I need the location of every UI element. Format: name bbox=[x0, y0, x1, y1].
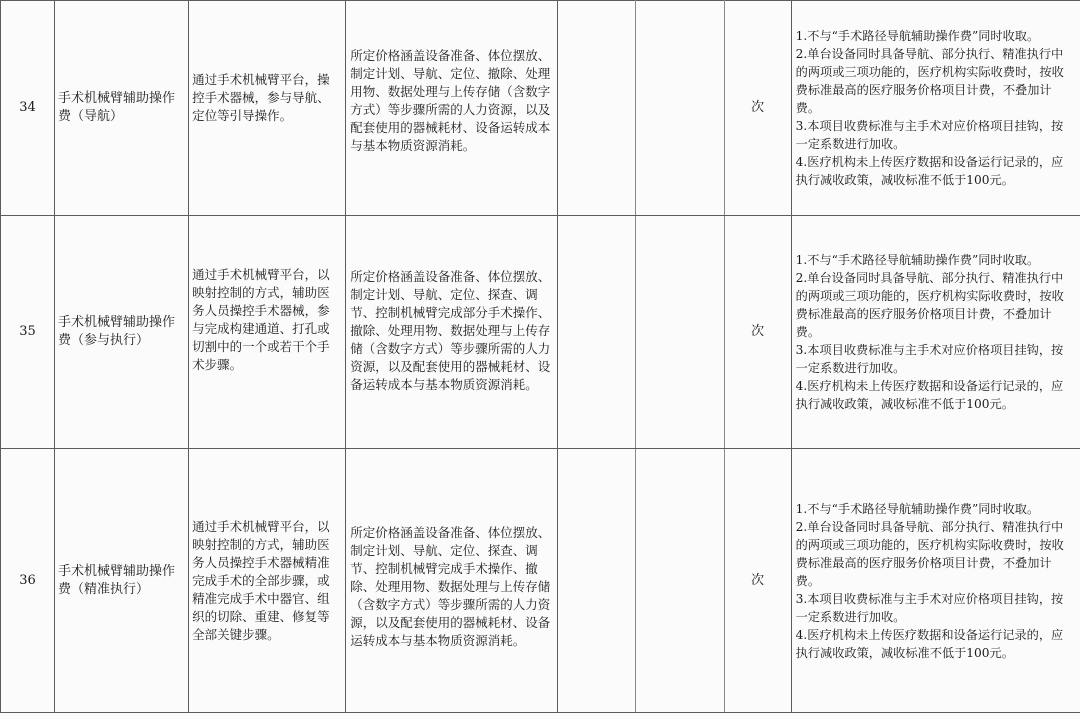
note-line: 2.单台设备同时具备导航、部分执行、精准执行中的两项或三项功能的，医疗机构实际收费时，按收费标准最高的医疗服务价格项目计费，不叠加计费。 bbox=[795, 271, 1064, 339]
note-line: 1.不与“手术路径导航辅助操作费”同时收取。 bbox=[795, 253, 1040, 267]
item-name: 手术机械臂辅助操作费（参与执行） bbox=[55, 216, 189, 449]
table-row bbox=[1, 1, 1080, 216]
item-notes bbox=[791, 216, 1080, 449]
item-name: 手术机械臂辅助操作费（精准执行） bbox=[55, 449, 189, 713]
note-line: 1.不与“手术路径导航辅助操作费”同时收取。 bbox=[795, 29, 1040, 43]
item-number: 34 bbox=[1, 1, 55, 216]
item-content: 通过手术机械臂平台，以映射控制的方式，辅助医务人员操控手术器械精准完成手术的全部步骤，或精准完成手术中器官、组织的切除、重建、修复等全部关键步骤。 bbox=[189, 449, 346, 713]
empty-cell bbox=[635, 216, 724, 449]
empty-cell bbox=[558, 449, 635, 713]
item-scope: 所定价格涵盖设备准备、体位摆放、制定计划、导航、定位、探查、调节、控制机械臂完成部分手术操作、撤除、处理用物、数据处理与上传存储（含数字方式）等步骤所需的人力资源，以及配套使用的器械耗材、设备运转成本与基本物质资源消耗。 bbox=[346, 216, 558, 449]
note-line: 3.本项目收费标准与主手术对应价格项目挂钩，按一定系数进行加收。 bbox=[795, 119, 1064, 151]
empty-cell bbox=[558, 216, 635, 449]
item-name: 手术机械臂辅助操作费（导航） bbox=[55, 1, 189, 216]
note-line: 2.单台设备同时具备导航、部分执行、精准执行中的两项或三项功能的，医疗机构实际收费时，按收费标准最高的医疗服务价格项目计费，不叠加计费。 bbox=[795, 519, 1064, 588]
note-line: 4.医疗机构未上传医疗数据和设备运行记录的，应执行减收政策，减收标准不低于100元。 bbox=[795, 379, 1064, 411]
item-content: 通过手术机械臂平台，以映射控制的方式，辅助医务人员操控手术器械，参与完成构建通道、打孔或切割中的一个或若干个手术步骤。 bbox=[189, 216, 346, 449]
note-line: 3.本项目收费标准与主手术对应价格项目挂钩，按一定系数进行加收。 bbox=[795, 591, 1064, 624]
table-row bbox=[1, 449, 1080, 713]
item-scope: 所定价格涵盖设备准备、体位摆放、制定计划、导航、定位、探查、调节、控制机械臂完成手术操作、撤除、处理用物、数据处理与上传存储（含数字方式）等步骤所需的人力资源，以及配套使用的器械耗材、设备运转成本与基本物质资源消耗。 bbox=[346, 449, 558, 713]
item-unit: 次 bbox=[724, 216, 791, 449]
note-line: 2.单台设备同时具备导航、部分执行、精准执行中的两项或三项功能的，医疗机构实际收费时，按收费标准最高的医疗服务价格项目计费，不叠加计费。 bbox=[795, 47, 1064, 115]
item-unit: 次 bbox=[724, 1, 791, 216]
empty-cell bbox=[635, 449, 724, 713]
empty-cell bbox=[635, 1, 724, 216]
item-number: 35 bbox=[1, 216, 55, 449]
note-line: 3.本项目收费标准与主手术对应价格项目挂钩，按一定系数进行加收。 bbox=[795, 343, 1064, 375]
item-content: 通过手术机械臂平台，操控手术器械，参与导航、定位等引导操作。 bbox=[189, 1, 346, 216]
note-line: 1.不与“手术路径导航辅助操作费”同时收取。 bbox=[795, 501, 1040, 516]
note-line: 4.医疗机构未上传医疗数据和设备运行记录的，应执行减收政策，减收标准不低于100元。 bbox=[795, 155, 1064, 187]
item-scope: 所定价格涵盖设备准备、体位摆放、制定计划、导航、定位、撤除、处理用物、数据处理与上传存储（含数字方式）等步骤所需的人力资源，以及配套使用的器械耗材、设备运转成本与基本物质资源消耗。 bbox=[346, 1, 558, 216]
item-notes bbox=[791, 1, 1080, 216]
note-line: 4.医疗机构未上传医疗数据和设备运行记录的，应执行减收政策，减收标准不低于100元。 bbox=[795, 627, 1064, 660]
item-unit: 次 bbox=[724, 449, 791, 713]
empty-cell bbox=[558, 1, 635, 216]
item-number: 36 bbox=[1, 449, 55, 713]
table-row bbox=[1, 216, 1080, 449]
item-notes bbox=[791, 449, 1080, 713]
